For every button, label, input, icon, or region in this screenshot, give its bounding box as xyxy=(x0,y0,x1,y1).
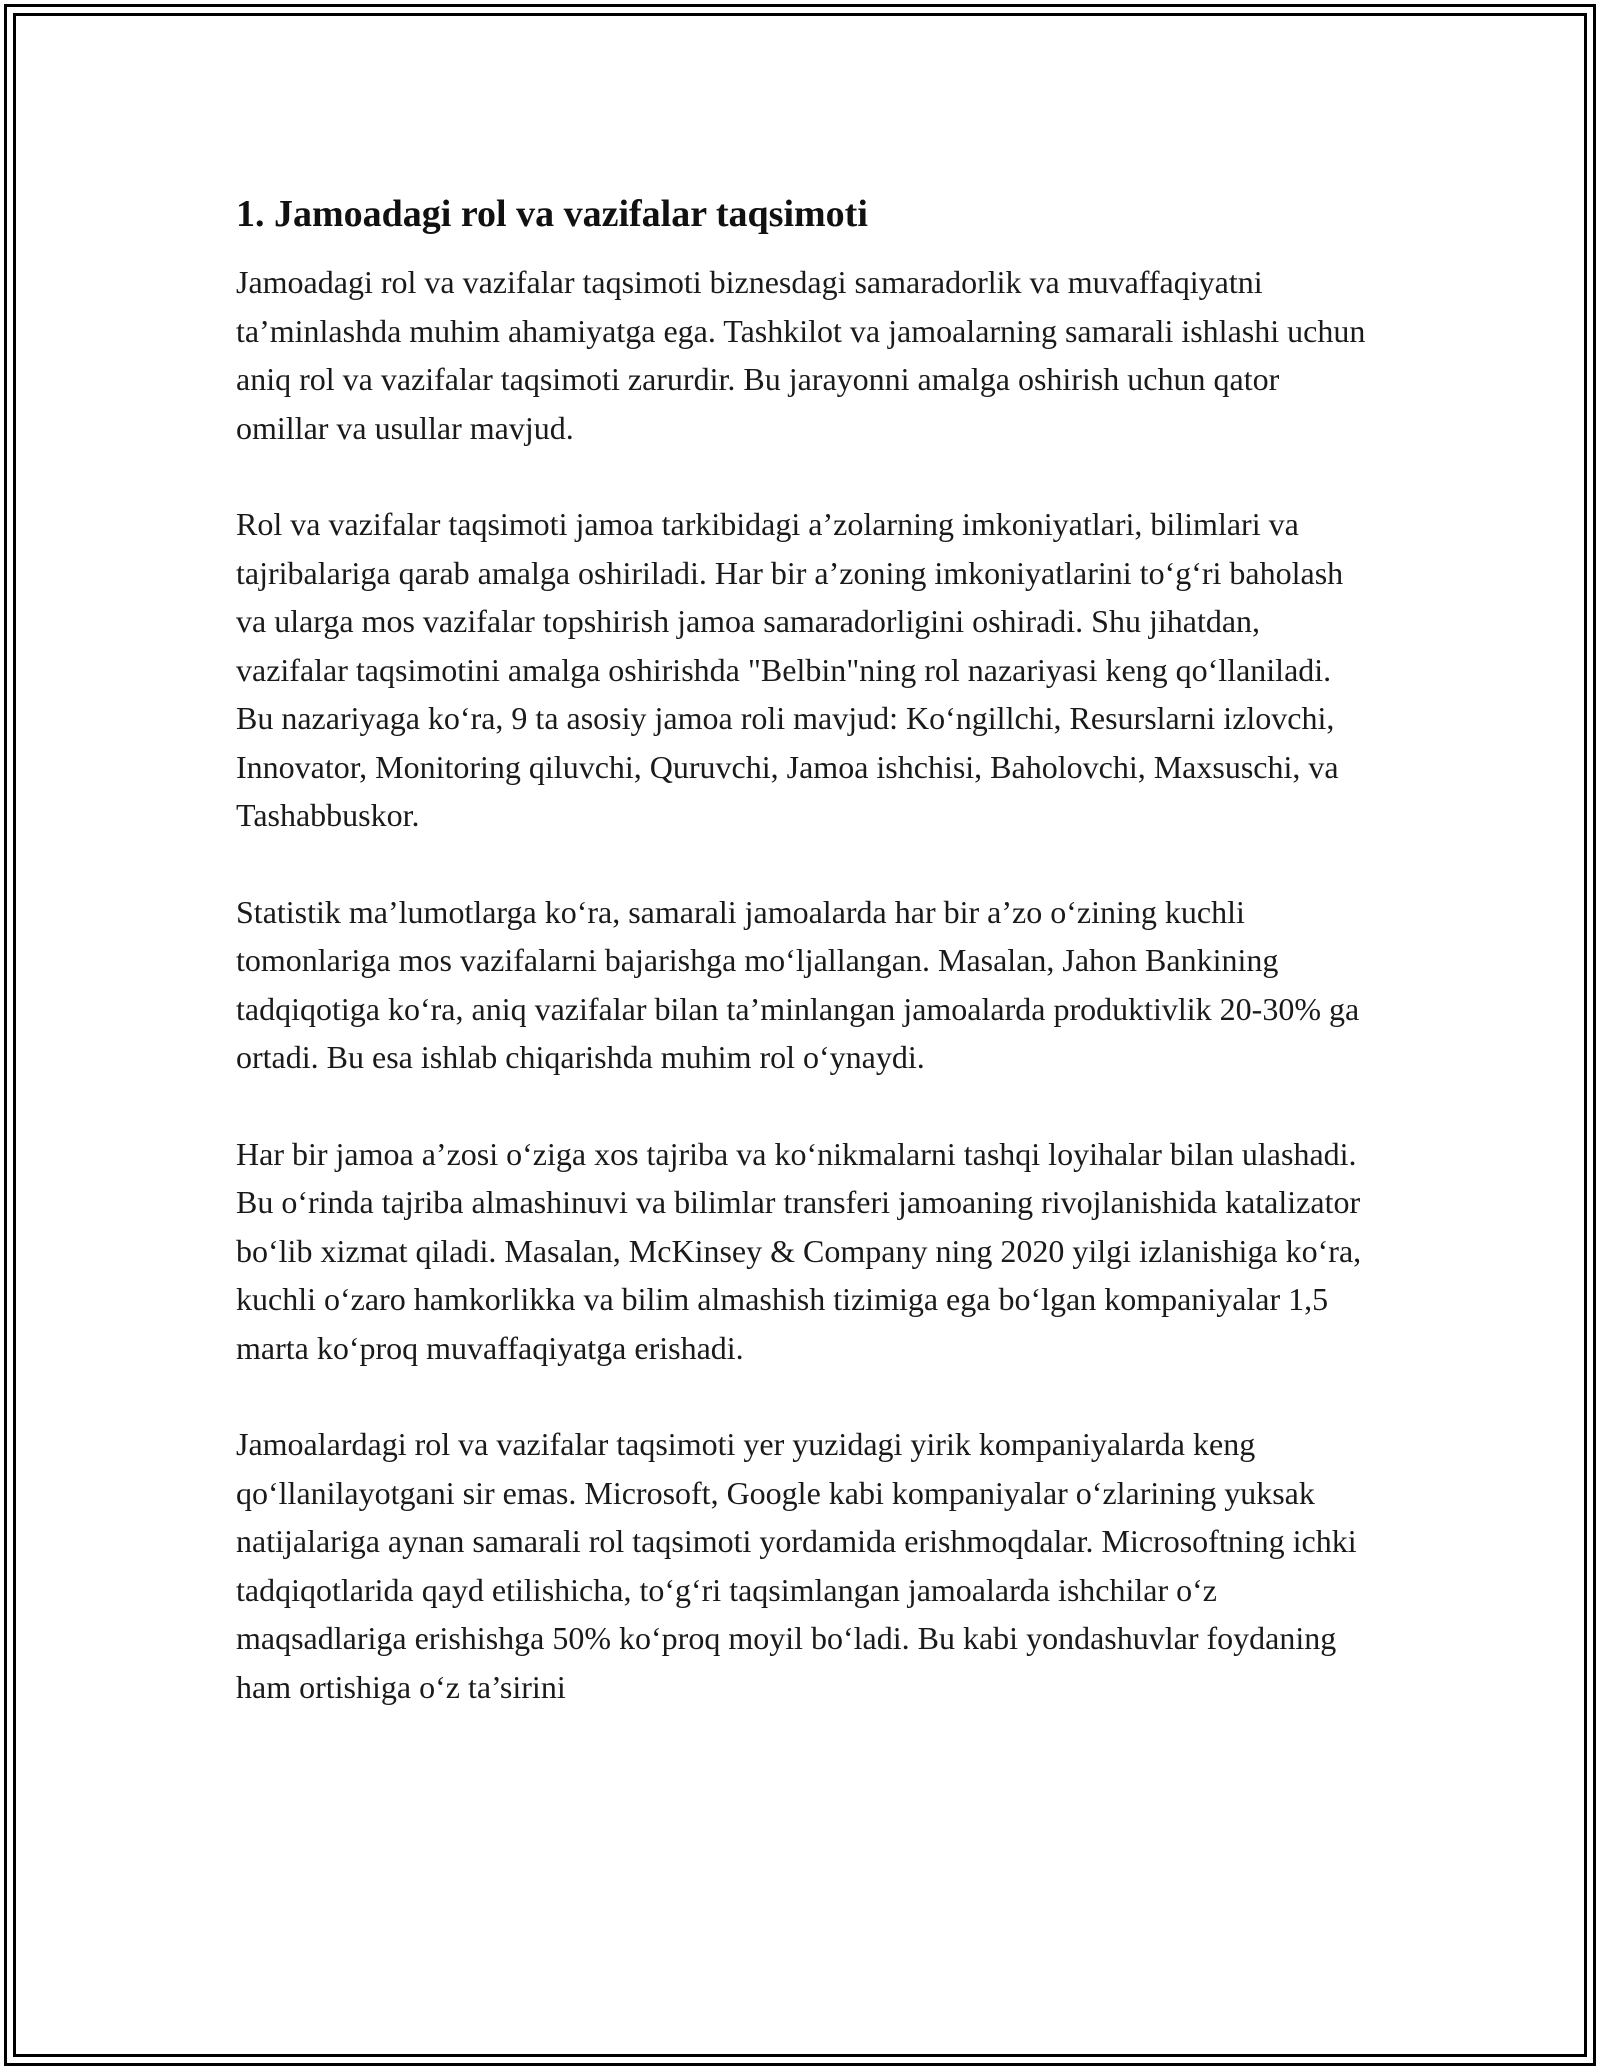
paragraph-3: Statistik ma’lumotlarga ko‘ra, samarali jamoalarda har bir a’zo o‘zining kuchli tomonlariga mos vazifalarni bajarishga mo‘ljallangan. Masalan, Jahon Bankining tadqiqotiga ko‘ra, aniq vazifalar bilan ta’minlangan jamoalarda produktivlik 20-30% ga ortadi. Bu esa ishlab chiqarishda muhim rol o‘ynaydi. xyxy=(236,893,1360,1075)
section-heading: 1. Jamoadagi rol va vazifalar taqsimoti xyxy=(236,193,868,235)
paragraph-5: Jamoalardagi rol va vazifalar taqsimoti yer yuzidagi yirik kompaniyalarda keng qo‘llanilayotgani sir emas. Microsoft, Google kabi kompaniyalar o‘zlarining yuksak natijalariga aynan samarali rol taqsimoti yordamida erishmoqdalar. Microsoftning ichki tadqiqotlarida qayd etilishicha, to‘g‘ri taqsimlangan jamoalarda ishchilar o‘z maqsadlariga erishishga 50% ko‘proq moyil bo‘ladi. Bu kabi yondashuvlar foydaning ham ortishiga o‘z ta’sirini xyxy=(236,1426,1357,1705)
document-body xyxy=(236,188,1366,1759)
paragraph-2: Rol va vazifalar taqsimoti jamoa tarkibidagi a’zolarning imkoniyatlari, bilimlari va tajribalariga qarab amalga oshiriladi. Har bir a’zoning imkoniyatlarini to‘g‘ri baholash va ularga mos vazifalar topshirish jamoa samaradorligini oshiradi. Shu jihatdan, vazifalar taqsimotini amalga oshirishda "Belbin"ning rol nazariyasi keng qo‘llaniladi. Bu nazariyaga ko‘ra, 9 ta asosiy jamoa roli mavjud: Ko‘ngillchi, Resurslarni izlovchi, Innovator, Monitoring qiluvchi, Quruvchi, Jamoa ishchisi, Baholovchi, Maxsuschi, va Tashabbuskor. xyxy=(236,506,1344,833)
paragraph-4: Har bir jamoa a’zosi o‘ziga xos tajriba va ko‘nikmalarni tashqi loyihalar bilan ulashadi. Bu o‘rinda tajriba almashinuvi va bilimlar transferi jamoaning rivojlanishida katalizator bo‘lib xizmat qiladi. Masalan, McKinsey & Company ning 2020 yilgi izlanishiga ko‘ra, kuchli o‘zaro hamkorlikka va bilim almashish tizimiga ega bo‘lgan kompaniyalar 1,5 marta ko‘proq muvaffaqiyatga erishadi. xyxy=(236,1135,1362,1366)
paragraph-1: Jamoadagi rol va vazifalar taqsimoti biznesdagi samaradorlik va muvaffaqiyatni ta’minlashda muhim ahamiyatga ega. Tashkilot va jamoalarning samarali ishlashi uchun aniq rol va vazifalar taqsimoti zarurdir. Bu jarayonni amalga oshirish uchun qator omillar va usullar mavjud. xyxy=(236,264,1366,446)
